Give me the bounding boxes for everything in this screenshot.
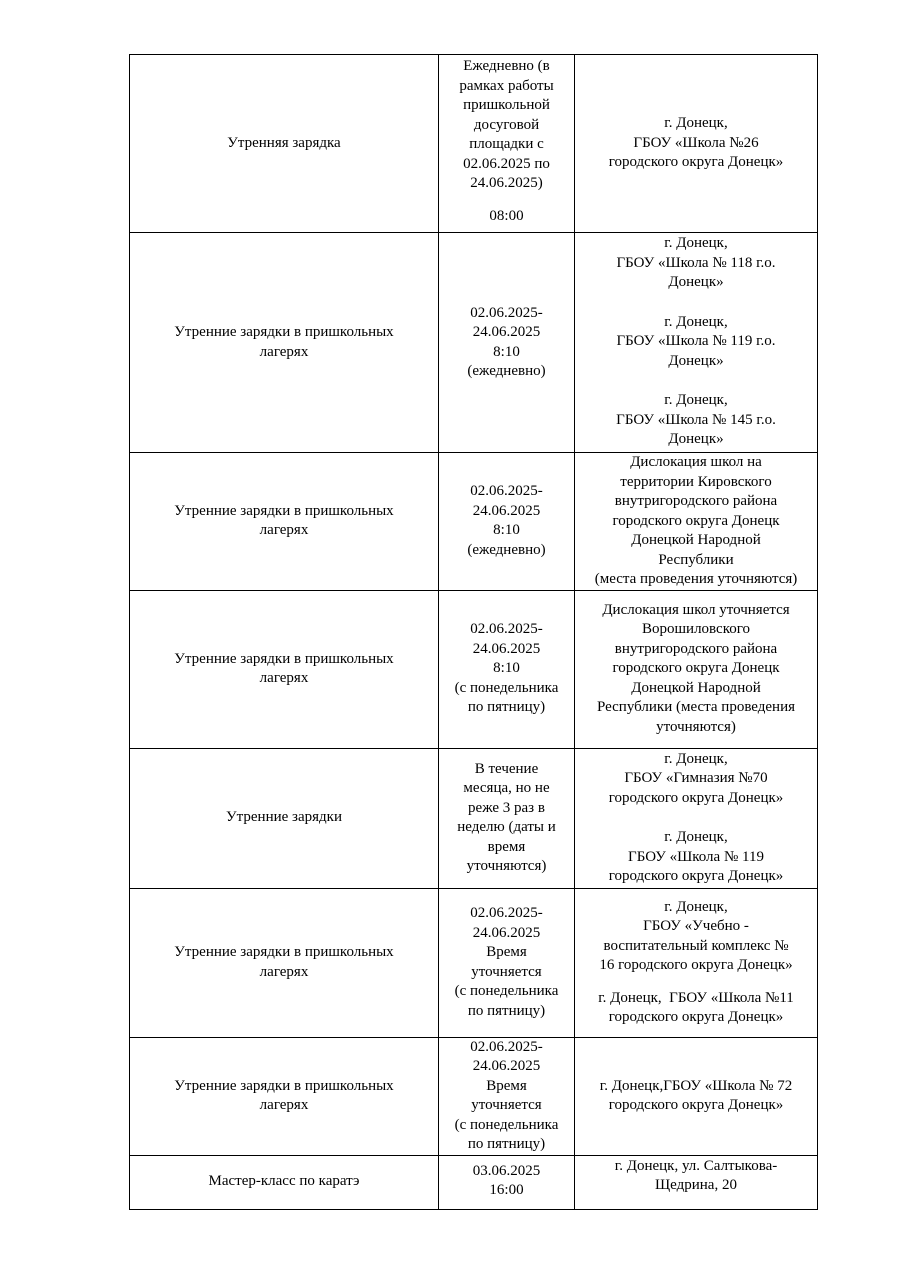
event-name-cell [130, 453, 439, 591]
time-line: площадки с [469, 136, 544, 152]
time-line: 24.06.2025) [470, 175, 543, 191]
time-line: Время [486, 1077, 527, 1094]
time-line: уточняется [471, 1097, 542, 1113]
event-time-cell [439, 233, 575, 453]
event-place-cell [575, 1155, 818, 1209]
table-row [130, 1037, 818, 1155]
place-line: воспитательный комплекс № [603, 937, 789, 954]
time-line: 08:00 [489, 207, 524, 224]
event-name-cell [130, 233, 439, 453]
time-line: досуговой [473, 116, 540, 133]
table-row [130, 453, 818, 591]
table-row [130, 888, 818, 1037]
event-place-cell [575, 888, 818, 1037]
place-line: внутригородского района [614, 640, 778, 657]
event-name: Мастер-класс по каратэ [208, 1173, 360, 1190]
time-line: (ежедневно) [467, 363, 546, 379]
place-line: городского округа Донецк» [608, 868, 784, 884]
time-line: по пятницу) [467, 1002, 546, 1019]
place-line: г. Донецк, [664, 392, 728, 408]
place-line: городского округа Донецк [612, 660, 780, 677]
place-line: внутригородского района [614, 493, 778, 509]
place-line: г. Донецк, [664, 313, 728, 330]
time-line: 02.06.2025- [470, 304, 543, 321]
place-line: ГБОУ «Школа № 119 [628, 848, 764, 865]
time-line: (с понедельника [454, 983, 559, 999]
time-line: 24.06.2025 [472, 924, 541, 941]
place-line: Республики [658, 551, 734, 568]
time-line: 24.06.2025 [472, 640, 541, 657]
event-name-cell [130, 1037, 439, 1155]
event-time-cell [439, 590, 575, 748]
event-name-cell [130, 888, 439, 1037]
place-line: городского округа Донецк [612, 512, 780, 529]
time-line: 02.06.2025 по [463, 155, 550, 172]
event-name: Утренние зарядки в пришкольных [174, 502, 394, 519]
place-line: территории Кировского [620, 473, 772, 490]
event-name: Утренние зарядки в пришкольных [174, 324, 394, 340]
time-line: 02.06.2025- [470, 621, 543, 638]
event-place-cell [575, 55, 818, 233]
place-line: г. Донецк, ул. Салтыкова- [614, 1157, 778, 1174]
place-line: Щедрина, 20 [655, 1177, 737, 1193]
events-table [129, 54, 818, 1210]
time-line: 02.06.2025- [470, 905, 543, 921]
place-line: ГБОУ «Учебно - [643, 918, 749, 934]
time-line: (с понедельника [454, 679, 559, 696]
time-line: неделю (даты и [457, 819, 556, 835]
event-name: лагерях [259, 670, 309, 686]
time-line: (ежедневно) [467, 541, 546, 558]
place-line: ГБОУ «Школа № 145 г.о. [616, 411, 776, 428]
place-line: Дислокация школ уточняется [602, 601, 790, 618]
event-time-cell [439, 888, 575, 1037]
place-line: Дислокация школ на [630, 454, 762, 470]
time-line: Ежедневно (в [463, 58, 550, 74]
time-line: реже 3 раз в [468, 799, 545, 816]
time-line: по пятницу) [467, 1136, 546, 1152]
table-row [130, 233, 818, 453]
event-time-cell [439, 453, 575, 591]
time-line: рамках работы [459, 77, 554, 94]
place-line: г. Донецк,ГБОУ «Школа № 72 [599, 1077, 793, 1094]
event-name: Утренние зарядки [226, 809, 342, 826]
event-time-cell [439, 748, 575, 888]
place-line: г. Донецк, [664, 235, 728, 251]
place-line: г. Донецк, ГБОУ «Школа №11 [598, 989, 794, 1006]
table-row [130, 1155, 818, 1209]
event-name: лагерях [259, 522, 309, 539]
place-line: ГБОУ «Школа № 119 г.о. [616, 333, 776, 349]
table-row [130, 748, 818, 888]
event-place-cell [575, 233, 818, 453]
time-line: 02.06.2025- [470, 1038, 543, 1055]
place-line: городского округа Донецк» [608, 789, 784, 806]
place-line: г. Донецк, [664, 750, 728, 767]
time-line: 8:10 [493, 343, 520, 360]
place-line: г. Донецк, [664, 115, 728, 132]
time-line: 8:10 [493, 522, 520, 539]
place-line: городского округа Донецк» [608, 154, 784, 171]
event-name: Утренние зарядки в пришкольных [174, 944, 394, 960]
place-line: ГБОУ «Школа №26 [633, 134, 759, 151]
event-name: лагерях [259, 963, 309, 980]
event-time-cell [439, 1037, 575, 1155]
place-line: Ворошиловского [641, 621, 751, 638]
time-line: пришкольной [463, 97, 550, 113]
place-line: 16 городского округа Донецк» [599, 957, 793, 973]
place-line: городского округа Донецк» [608, 1009, 784, 1025]
place-line: г. Донецк, [664, 829, 728, 845]
place-line: ГБОУ «Гимназия №70 [624, 770, 768, 786]
place-line: Донецк» [668, 352, 724, 369]
time-line: 8:10 [493, 660, 520, 677]
time-line: уточняется [471, 963, 542, 980]
event-place-cell [575, 1037, 818, 1155]
event-time-cell [439, 1155, 575, 1209]
place-line: Донецк» [668, 274, 724, 290]
event-name-cell [130, 748, 439, 888]
table-row [130, 590, 818, 748]
event-place-cell [575, 453, 818, 591]
event-time-cell [439, 55, 575, 233]
place-line: ГБОУ «Школа № 118 г.о. [616, 254, 776, 271]
time-line: уточняются) [466, 858, 547, 874]
event-name: Утренняя зарядка [227, 134, 341, 151]
event-name-cell [130, 590, 439, 748]
event-name: лагерях [259, 1097, 309, 1113]
place-line: Донецкой Народной [631, 679, 761, 696]
time-line: время [487, 838, 526, 855]
time-line: 24.06.2025 [472, 324, 541, 340]
time-line: 24.06.2025 [472, 1058, 541, 1074]
time-line: (с понедельника [454, 1116, 559, 1133]
event-place-cell [575, 748, 818, 888]
time-line: по пятницу) [467, 699, 546, 716]
time-line: 02.06.2025- [470, 483, 543, 500]
event-name-cell [130, 55, 439, 233]
time-line: Время [486, 944, 527, 960]
time-line: В течение [474, 760, 539, 777]
place-line: Донецкой Народной [631, 532, 761, 548]
event-name: Утренние зарядки в пришкольных [174, 1077, 394, 1094]
time-line: месяца, но не [463, 780, 550, 796]
time-line: 03.06.2025 [472, 1162, 541, 1179]
event-name: Утренние зарядки в пришкольных [174, 650, 394, 667]
time-line: 24.06.2025 [472, 502, 541, 519]
place-line: (места проведения уточняются) [594, 571, 798, 587]
place-line: Республики (места проведения [596, 699, 796, 716]
place-line: Донецк» [668, 431, 724, 447]
place-line: городского округа Донецк» [608, 1097, 784, 1113]
table-row [130, 55, 818, 233]
place-line: г. Донецк, [664, 898, 728, 915]
place-line: уточняются) [656, 718, 736, 735]
event-place-cell [575, 590, 818, 748]
time-line: 16:00 [489, 1182, 524, 1198]
event-name-cell [130, 1155, 439, 1209]
event-name: лагерях [259, 343, 309, 360]
